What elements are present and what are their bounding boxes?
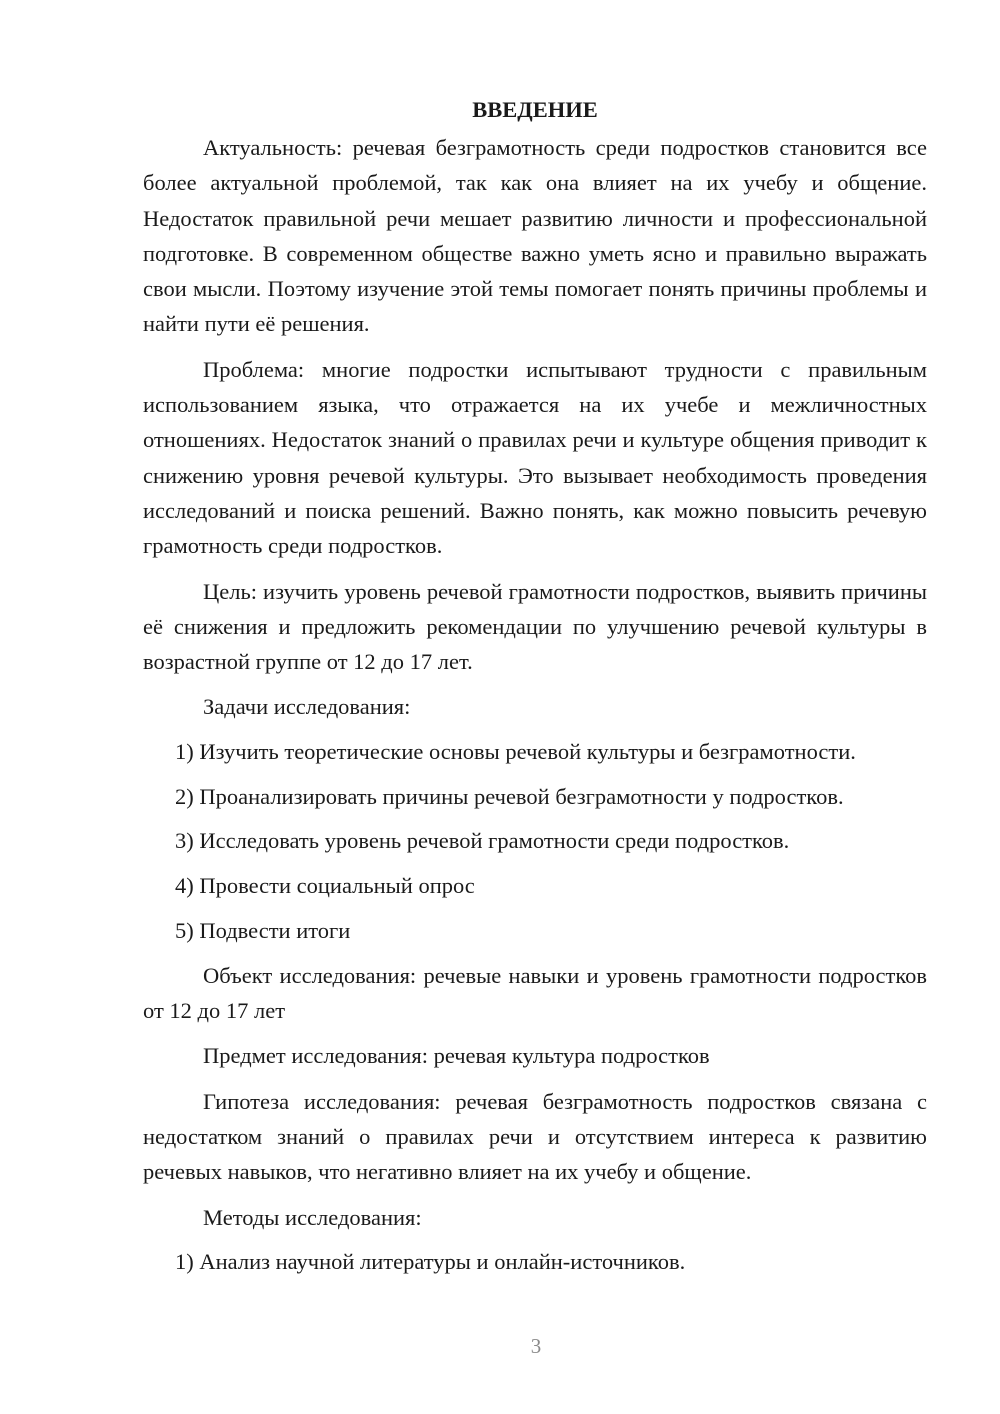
relevance-paragraph: Актуальность: речевая безграмотность среди подростков становится все более актуальной проблемой, так как она влияет на их учебу и общение. Недостаток правильной речи мешает развитию личности и профессиональной подготовке. В современном обществе важно уметь ясно и правильно выражать свои мысли. Поэтому изучение этой темы помогает понять причины проблемы и найти пути её решения.	[143, 135, 927, 337]
object-paragraph: Объект исследования: речевые навыки и уровень грамотности подростков от 12 до 17 лет	[143, 962, 927, 1024]
problem-paragraph: Проблема: многие подростки испытывают трудности с правильным использованием языка, что отражается на их учебе и межличностных отношениях. Недостаток знаний о правилах речи и культуре общения приводит к снижению уровня речевой культуры. Это вызывает необходимость проведения исследований и поиска решений. Важно понять, как можно повысить речевую грамотность среди подростков.	[143, 356, 927, 559]
method-item: 1) Анализ научной литературы и онлайн-источников.	[175, 1248, 686, 1274]
task-item: 5) Подвести итоги	[175, 917, 351, 943]
tasks-heading: Задачи исследования:	[203, 694, 411, 720]
subject-paragraph: Предмет исследования: речевая культура подростков	[203, 1043, 710, 1069]
methods-heading: Методы исследования:	[203, 1204, 422, 1230]
goal-paragraph: Цель: изучить уровень речевой грамотности подростков, выявить причины её снижения и предложить рекомендации по улучшению речевой культуры в возрастной группе от 12 до 17 лет.	[143, 578, 927, 675]
task-item: 2) Проанализировать причины речевой безграмотности у подростков.	[175, 783, 844, 809]
section-title: ВВЕДЕНИЕ	[472, 97, 598, 122]
page-content	[143, 91, 927, 1289]
task-item: 3) Исследовать уровень речевой грамотности среди подростков.	[175, 828, 790, 854]
page-number: 3	[530, 1334, 542, 1358]
hypothesis-paragraph: Гипотеза исследования: речевая безграмотность подростков связана с недостатком знаний о правилах речи и отсутствием интереса к развитию речевых навыков, что негативно влияет на их учебу и общение.	[143, 1088, 927, 1185]
task-item: 4) Провести социальный опрос	[175, 873, 475, 899]
task-item: 1) Изучить теоретические основы речевой культуры и безграмотности.	[175, 738, 856, 764]
